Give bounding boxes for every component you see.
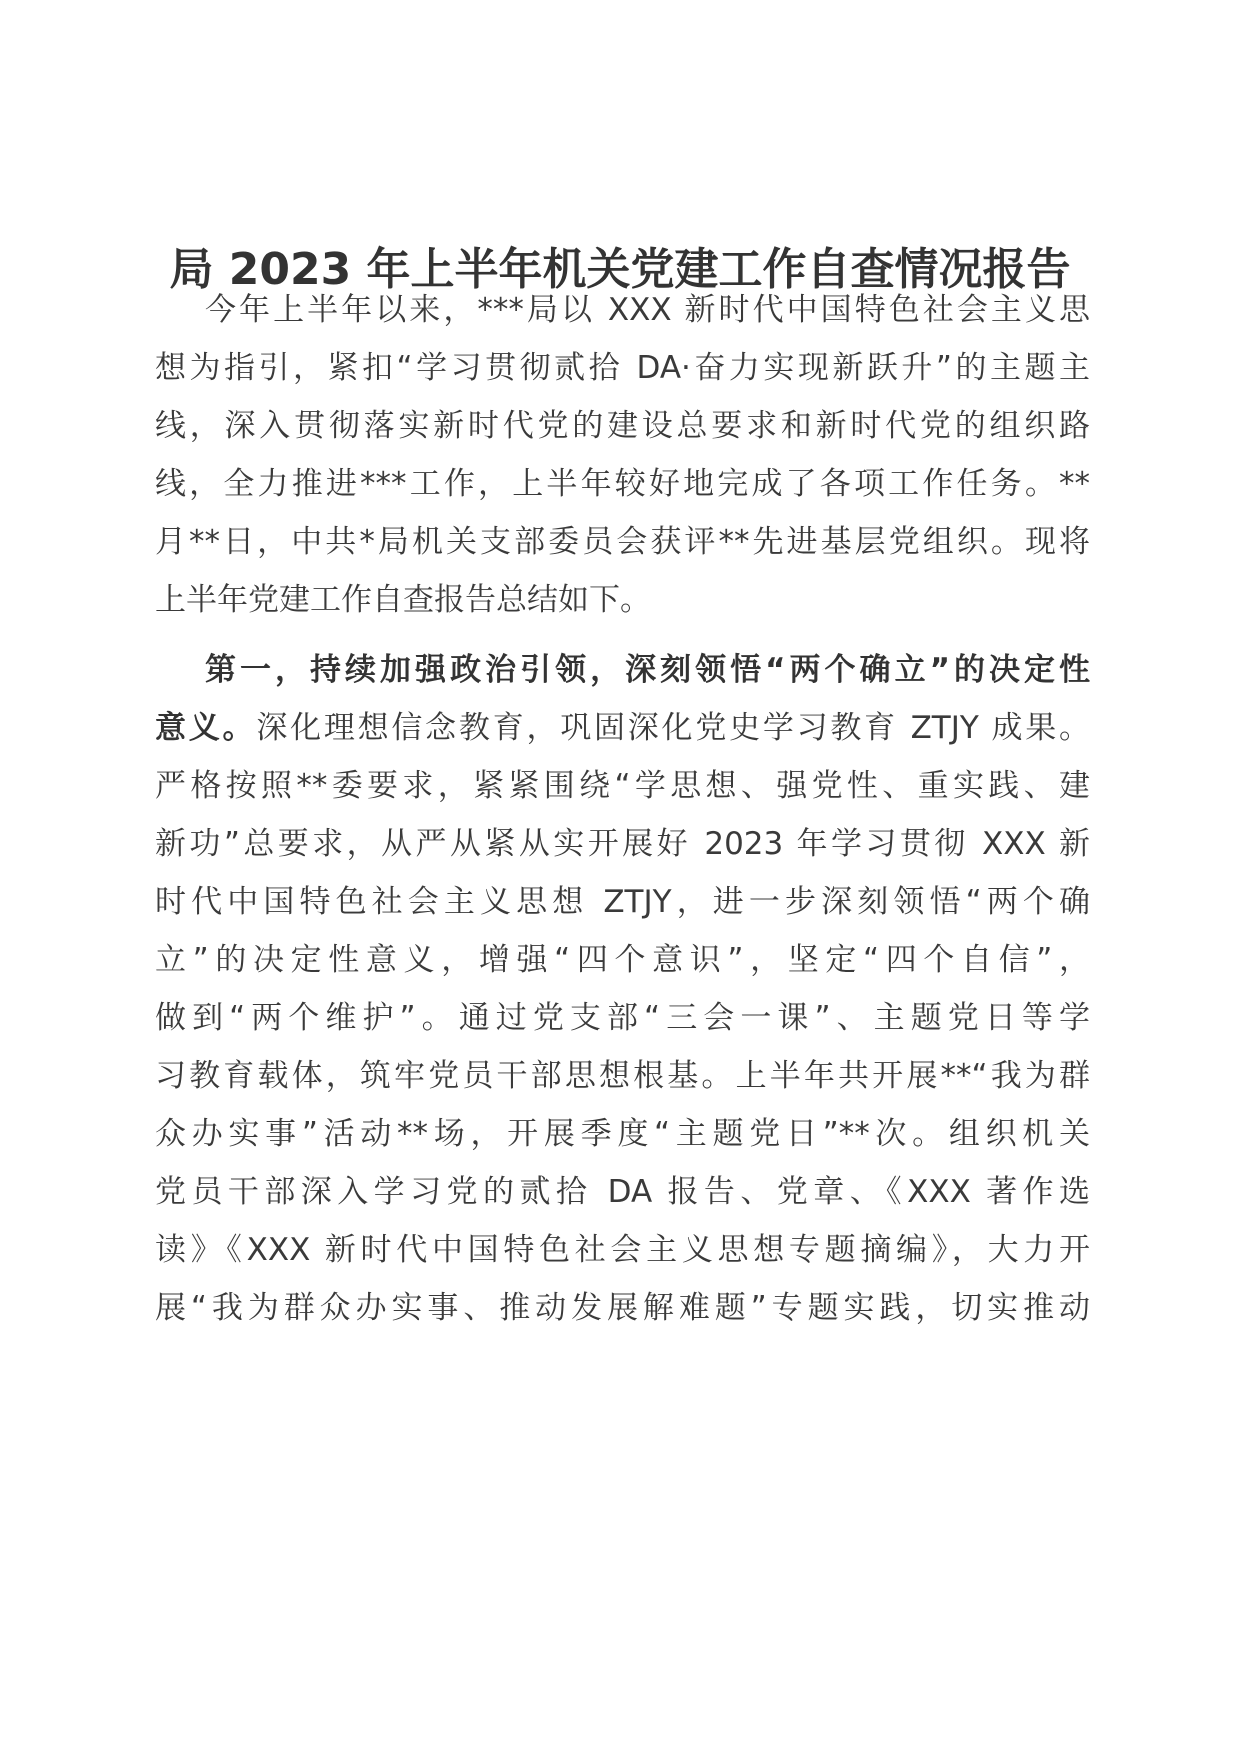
paragraph2-line-8: 众办实事”活动**场，开展季度“主题党日”**次。组织机关 [155,1116,1090,1152]
paragraph2-line-6: 做到“两个维护”。通过党支部“三会一课”、主题党日等学 [155,1000,1090,1036]
paragraph2-line-1 [155,706,1090,750]
paragraph2-line-2: 严格按照**委要求，紧紧围绕“学思想、强党性、重实践、建 [155,768,1090,804]
paragraph2-line-10: 读》《XXX 新时代中国特色社会主义思想专题摘编》，大力开 [155,1232,1090,1268]
paragraph1-line-3: 线，深入贯彻落实新时代党的建设总要求和新时代党的组织路 [155,408,1090,444]
paragraph2-line-4: 时代中国特色社会主义思想 ZTJY，进一步深刻领悟“两个确 [155,884,1090,920]
paragraph1-line-2: 想为指引，紧扣“学习贯彻贰拾 DA·奋力实现新跃升”的主题主 [155,350,1090,386]
paragraph2-line-11: 展“我为群众办实事、推动发展解难题”专题实践，切实推动 [155,1290,1090,1326]
paragraph2-line-9: 党员干部深入学习党的贰拾 DA 报告、党章、《XXX 著作选 [155,1174,1090,1210]
paragraph2-line-1-text: 深化理想信念教育，巩固深化党史学习教育 ZTJY 成果。 [256,710,1090,746]
document-title: 局 2023 年上半年机关党建工作自查情况报告 [169,244,1071,295]
paragraph2-line-5: 立”的决定性意义，增强“四个意识”，坚定“四个自信”， [155,942,1090,978]
paragraph1-line-1: 今年上半年以来，***局以 XXX 新时代中国特色社会主义思 [205,292,1090,328]
paragraph2-line-7: 习教育载体，筑牢党员干部思想根基。上半年共开展**“我为群 [155,1058,1090,1094]
paragraph2-heading-line: 第一，持续加强政治引领，深刻领悟“两个确立”的决定性 [205,652,1090,688]
paragraph2-line-3: 新功”总要求，从严从紧从实开展好 2023 年学习贯彻 XXX 新 [155,826,1090,862]
paragraph2-heading-end: 意义。 [155,710,257,746]
paragraph1-line-4: 线，全力推进***工作，上半年较好地完成了各项工作任务。** [155,466,1090,502]
paragraph1-line-6: 上半年党建工作自查报告总结如下。 [155,582,651,618]
paragraph1-line-5: 月**日，中共*局机关支部委员会获评**先进基层党组织。现将 [155,524,1090,560]
